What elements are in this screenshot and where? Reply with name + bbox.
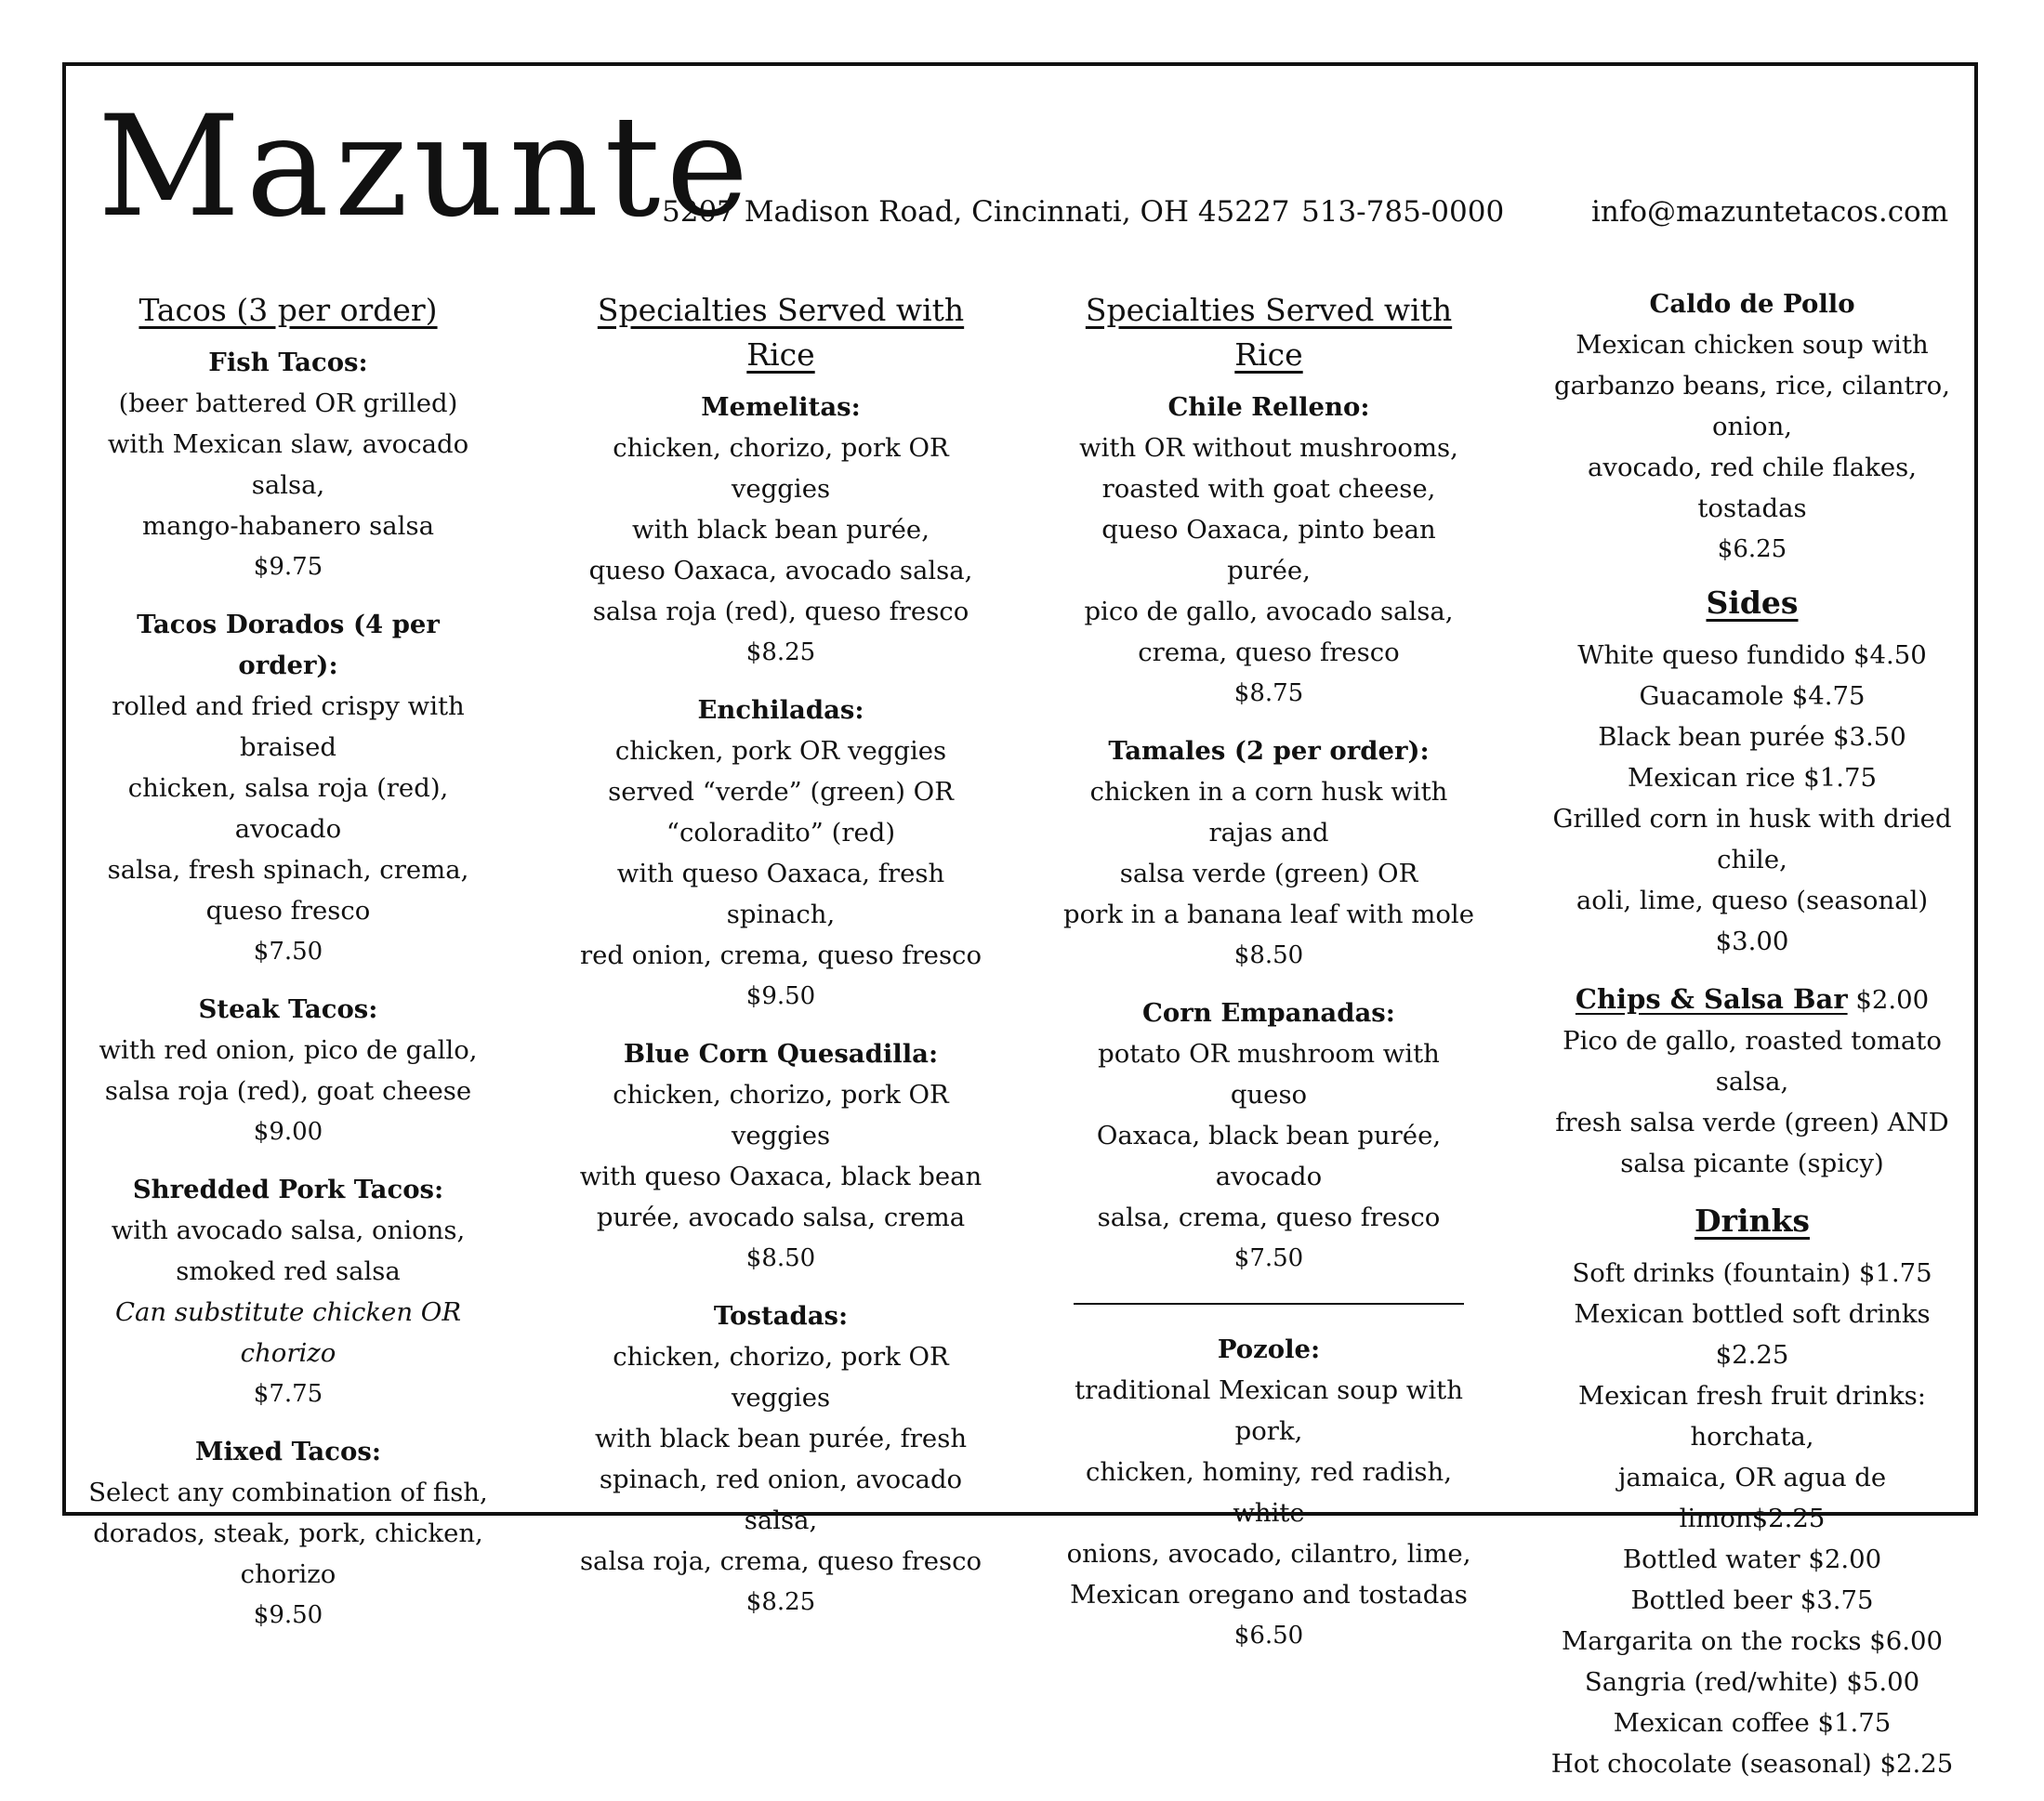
item-desc: salsa picante (spicy) [1620,1149,1884,1178]
item-price: $9.50 [253,1601,323,1629]
item-desc: traditional Mexican soup with pork, [1075,1375,1463,1446]
chips-price: $2.00 [1855,985,1930,1015]
item-price: $9.00 [253,1118,323,1146]
item-desc: Mexican oregano and tostadas [1070,1580,1468,1610]
menu-item-blue-corn-quesadilla [567,1033,995,1279]
item-desc: salsa, crema, queso fresco [1097,1203,1441,1232]
menu-item-caldo-de-pollo [1543,283,1961,570]
sides-list [1543,635,1961,962]
item-name: Enchiladas: [697,695,864,725]
item-price: $8.50 [745,1244,816,1272]
item-price: $8.25 [745,638,816,666]
soups-sides-drinks-column [1543,283,1961,1801]
item-desc: chicken, chorizo, pork OR veggies [613,1080,949,1150]
section-title-specialties: Specialties Served with Rice [597,292,965,373]
item-price: $8.25 [745,1588,816,1616]
list-item: Mexican bottled soft drinks $2.25 [1574,1299,1931,1370]
item-desc: with queso Oaxaca, fresh spinach, [616,859,945,929]
item-desc: garbanzo beans, rice, cilantro, onion, [1554,371,1950,441]
item-name: Tacos Dorados (4 per order): [137,610,440,680]
item-desc: chorizo [240,1559,336,1589]
item-desc: potato OR mushroom with queso [1098,1039,1440,1110]
section-title-sides: Sides [1706,585,1799,621]
list-item: Bottled beer $3.75 [1630,1585,1874,1615]
item-name: Corn Empanadas: [1142,998,1395,1028]
menu-item-tostadas [567,1295,995,1623]
item-desc: red onion, crema, queso fresco [579,940,982,970]
item-name: Tostadas: [713,1301,849,1331]
menu-item-pozole [1060,1329,1478,1656]
item-desc: queso fresco [205,896,371,926]
item-desc: pork in a banana leaf with mole [1063,900,1474,929]
item-name: Blue Corn Quesadilla: [623,1039,939,1069]
item-name: Memelitas: [701,392,861,422]
item-desc: chicken, chorizo, pork OR veggies [613,1342,949,1413]
item-desc: Select any combination of fish, [88,1478,488,1507]
item-desc: salsa, fresh spinach, crema, [107,855,469,885]
item-price: $8.50 [1233,941,1304,969]
item-desc: pico de gallo, avocado salsa, [1084,597,1454,626]
item-desc: spinach, red onion, avocado salsa, [599,1465,963,1535]
item-desc: chicken, hominy, red radish, white [1086,1457,1452,1528]
item-desc: queso Oaxaca, pinto bean purée, [1101,515,1436,585]
item-desc: with queso Oaxaca, black bean [579,1162,982,1191]
section-divider [1074,1303,1464,1305]
item-desc: crema, queso fresco [1138,638,1400,667]
item-price: $6.50 [1233,1622,1304,1650]
item-desc: Mexican chicken soup with [1576,330,1929,360]
menu-item-fish-tacos [88,342,488,587]
list-item: Hot chocolate (seasonal) $2.25 [1550,1749,1954,1779]
chips-heading [1543,979,1961,1020]
list-item: Soft drinks (fountain) $1.75 [1572,1258,1932,1288]
menu-item-tamales [1060,730,1478,976]
item-desc: chicken, salsa roja (red), avocado [127,773,449,844]
item-name: Tamales (2 per order): [1108,736,1430,766]
list-item: Bottled water $2.00 [1622,1545,1882,1574]
list-item: Mexican rice $1.75 [1627,763,1878,793]
drinks-list [1543,1253,1961,1784]
item-name: Fish Tacos: [208,348,368,377]
item-desc: with avocado salsa, onions, [111,1216,466,1245]
menu-item-steak-tacos [88,989,488,1152]
item-desc: “coloradito” (red) [666,818,896,848]
item-desc: purée, avocado salsa, crema [596,1203,966,1232]
menu-item-chile-relleno [1060,387,1478,714]
item-desc: avocado, red chile flakes, tostadas [1588,453,1917,523]
item-desc: smoked red salsa [176,1256,401,1286]
item-name: Caldo de Pollo [1649,289,1855,319]
email-address: info@mazuntetacos.com [1591,195,1949,229]
chips-salsa-bar [1543,979,1961,1184]
list-item: White queso fundido $4.50 [1577,640,1927,670]
chips-title: Chips & Salsa Bar [1575,983,1848,1015]
menu-item-memelitas [567,387,995,673]
item-desc: salsa roja (red), queso fresco [592,597,969,626]
item-price: $8.75 [1233,679,1304,707]
item-price: $7.50 [253,938,323,966]
item-desc: salsa verde (green) OR [1119,859,1418,888]
list-item: Guacamole $4.75 [1639,681,1866,711]
item-desc: salsa roja, crema, queso fresco [579,1546,982,1576]
list-item: Mexican coffee $1.75 [1613,1708,1892,1738]
section-title-specialties: Specialties Served with Rice [1085,292,1453,373]
section-title-tacos: Tacos (3 per order) [138,292,438,328]
item-desc: queso Oaxaca, avocado salsa, [588,556,973,585]
item-name: Chile Relleno: [1167,392,1370,422]
item-desc: Pico de gallo, roasted tomato salsa, [1563,1026,1942,1097]
list-item: Grilled corn in husk with dried chile, [1552,804,1952,874]
item-note: Can substitute chicken OR chorizo [114,1297,462,1368]
item-price: $7.50 [1233,1244,1304,1272]
menu-item-corn-empanadas [1060,993,1478,1279]
item-desc: onions, avocado, cilantro, lime, [1066,1539,1471,1569]
item-desc: with black bean purée, fresh [594,1424,968,1453]
restaurant-logo: Mazunte [98,86,755,248]
list-item: Margarita on the rocks $6.00 [1562,1626,1943,1656]
item-name: Pozole: [1217,1334,1321,1364]
item-desc: (beer battered OR grilled) [118,388,458,418]
item-price: $9.75 [253,553,323,581]
list-item: Sangria (red/white) $5.00 [1584,1667,1920,1697]
item-name: Shredded Pork Tacos: [132,1175,444,1204]
item-desc: chicken, pork OR veggies [614,736,947,766]
item-name: Steak Tacos: [198,994,378,1024]
item-desc: with Mexican slaw, avocado salsa, [107,429,469,500]
list-item: jamaica, OR agua de limon$2.25 [1617,1463,1887,1533]
menu-item-enchiladas [567,690,995,1017]
item-desc: roasted with goat cheese, [1101,474,1436,504]
address: 5207 Madison Road, Cincinnati, OH 45227 [662,195,1290,229]
item-desc: fresh salsa verde (green) AND [1555,1108,1949,1137]
menu-item-shredded-pork-tacos [88,1169,488,1414]
item-desc: mango-habanero salsa [142,511,434,541]
item-price: $7.75 [253,1380,323,1408]
list-item: Mexican fresh fruit drinks: horchata, [1577,1381,1927,1452]
item-price: $9.50 [745,982,816,1010]
section-title-drinks: Drinks [1695,1203,1810,1239]
item-desc: Oaxaca, black bean purée, avocado [1096,1121,1442,1191]
item-desc: with red onion, pico de gallo, [99,1035,478,1065]
item-desc: rolled and fried crispy with braised [112,691,465,762]
item-desc: served “verde” (green) OR [608,777,954,807]
specialties-column-2 [1060,288,1478,1673]
menu-item-tacos-dorados [88,604,488,972]
menu-item-mixed-tacos [88,1431,488,1636]
item-desc: with black bean purée, [632,515,930,545]
item-desc: with OR without mushrooms, [1079,433,1458,463]
item-desc: chicken in a corn husk with rajas and [1089,777,1448,848]
item-desc: dorados, steak, pork, chicken, [93,1518,483,1548]
item-price: $6.25 [1717,535,1787,563]
item-desc: chicken, chorizo, pork OR veggies [613,433,949,504]
list-item: Black bean purée $3.50 [1598,722,1906,752]
phone-number: 513-785-0000 [1301,195,1505,229]
specialties-column-1 [567,288,995,1639]
list-item: aoli, lime, queso (seasonal) $3.00 [1576,886,1929,956]
tacos-column [88,288,488,1652]
item-desc: salsa roja (red), goat cheese [104,1076,472,1106]
item-name: Mixed Tacos: [195,1437,381,1466]
